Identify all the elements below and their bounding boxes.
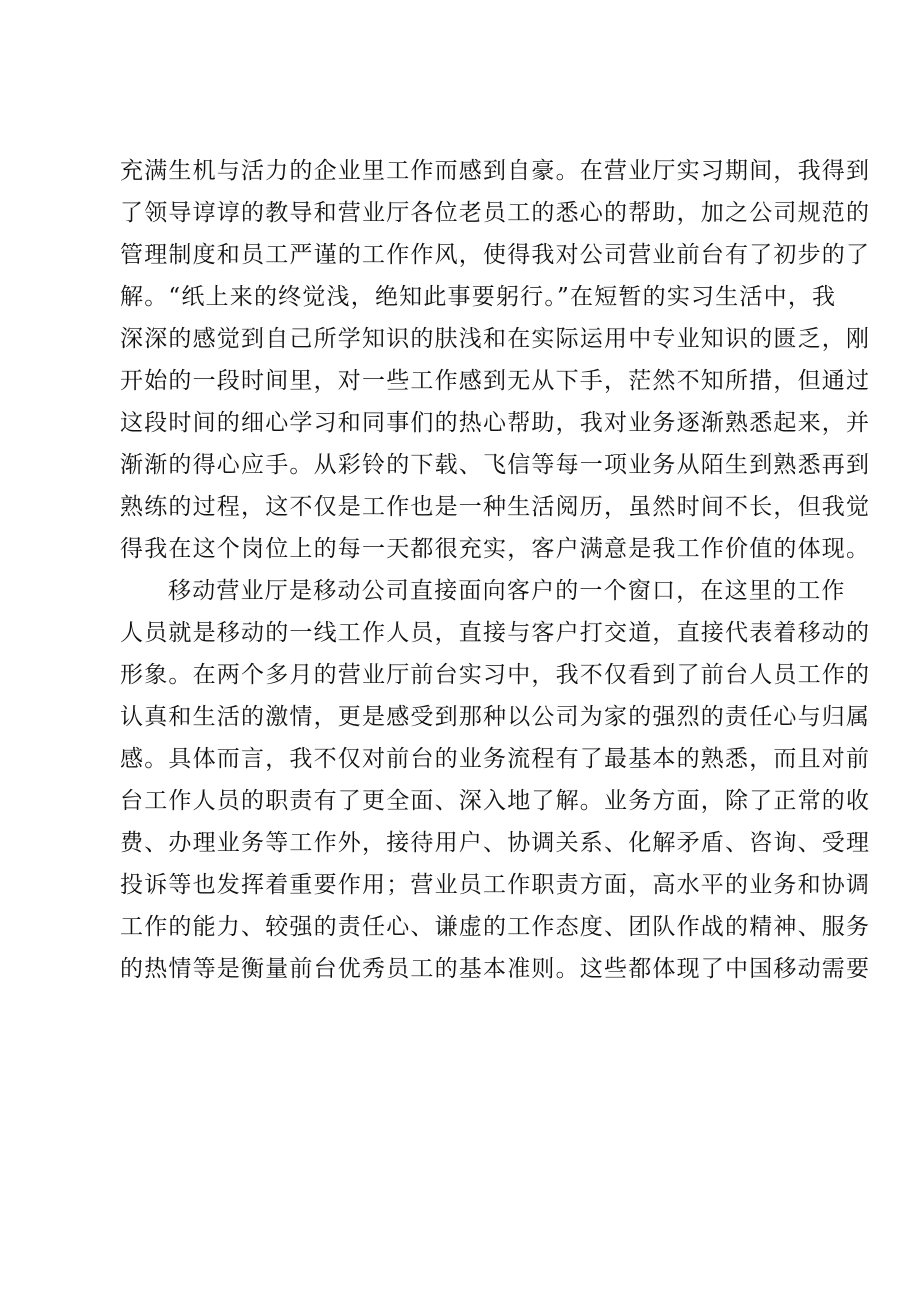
text-line: 开始的一段时间里，对一些工作感到无从下手，茫然不知所措，但通过 bbox=[120, 368, 871, 394]
text-line: 管理制度和员工严谨的工作作风，使得我对公司营业前台有了初步的了 bbox=[120, 242, 871, 268]
paragraph-2 bbox=[120, 570, 871, 990]
text-line: 人员就是移动的一线工作人员，直接与客户打交道，直接代表着移动的 bbox=[120, 620, 871, 646]
text-line: 认真和生活的激情，更是感受到那种以公司为家的强烈的责任心与归属 bbox=[120, 704, 871, 730]
text-line: 了领导谆谆的教导和营业厅各位老员工的悉心的帮助，加之公司规范的 bbox=[120, 200, 871, 226]
text-line: 工作的能力、较强的责任心、谦虚的工作态度、团队作战的精神、服务 bbox=[120, 914, 871, 940]
text-line: 解。“纸上来的终觉浅，绝知此事要躬行。”在短暂的实习生活中，我 bbox=[120, 284, 837, 310]
text-line: 得我在这个岗位上的每一天都很充实，客户满意是我工作价值的体现。 bbox=[120, 536, 871, 562]
text-line: 深深的感觉到自己所学知识的肤浅和在实际运用中专业知识的匮乏，刚 bbox=[120, 326, 871, 352]
text-line: 的热情等是衡量前台优秀员工的基本准则。这些都体现了中国移动需要 bbox=[120, 956, 871, 982]
text-line: 投诉等也发挥着重要作用；营业员工作职责方面，高水平的业务和协调 bbox=[120, 872, 871, 898]
text-line: 费、办理业务等工作外，接待用户、协调关系、化解矛盾、咨询、受理 bbox=[120, 830, 871, 856]
text-line: 台工作人员的职责有了更全面、深入地了解。业务方面，除了正常的收 bbox=[120, 788, 871, 814]
text-line: 渐渐的得心应手。从彩铃的下载、飞信等每一项业务从陌生到熟悉再到 bbox=[120, 452, 871, 478]
text-line: 熟练的过程，这不仅是工作也是一种生活阅历，虽然时间不长，但我觉 bbox=[120, 494, 871, 520]
text-line: 充满生机与活力的企业里工作而感到自豪。在营业厅实习期间，我得到 bbox=[120, 158, 871, 184]
body-text bbox=[120, 150, 871, 990]
text-line: 感。具体而言，我不仅对前台的业务流程有了最基本的熟悉，而且对前 bbox=[120, 746, 871, 772]
text-line: 形象。在两个多月的营业厅前台实习中，我不仅看到了前台人员工作的 bbox=[120, 662, 871, 688]
paragraph-1 bbox=[120, 150, 871, 570]
text-line: 移动营业厅是移动公司直接面向客户的一个窗口，在这里的工作 bbox=[168, 578, 846, 604]
text-line: 这段时间的细心学习和同事们的热心帮助，我对业务逐渐熟悉起来，并 bbox=[120, 410, 871, 436]
